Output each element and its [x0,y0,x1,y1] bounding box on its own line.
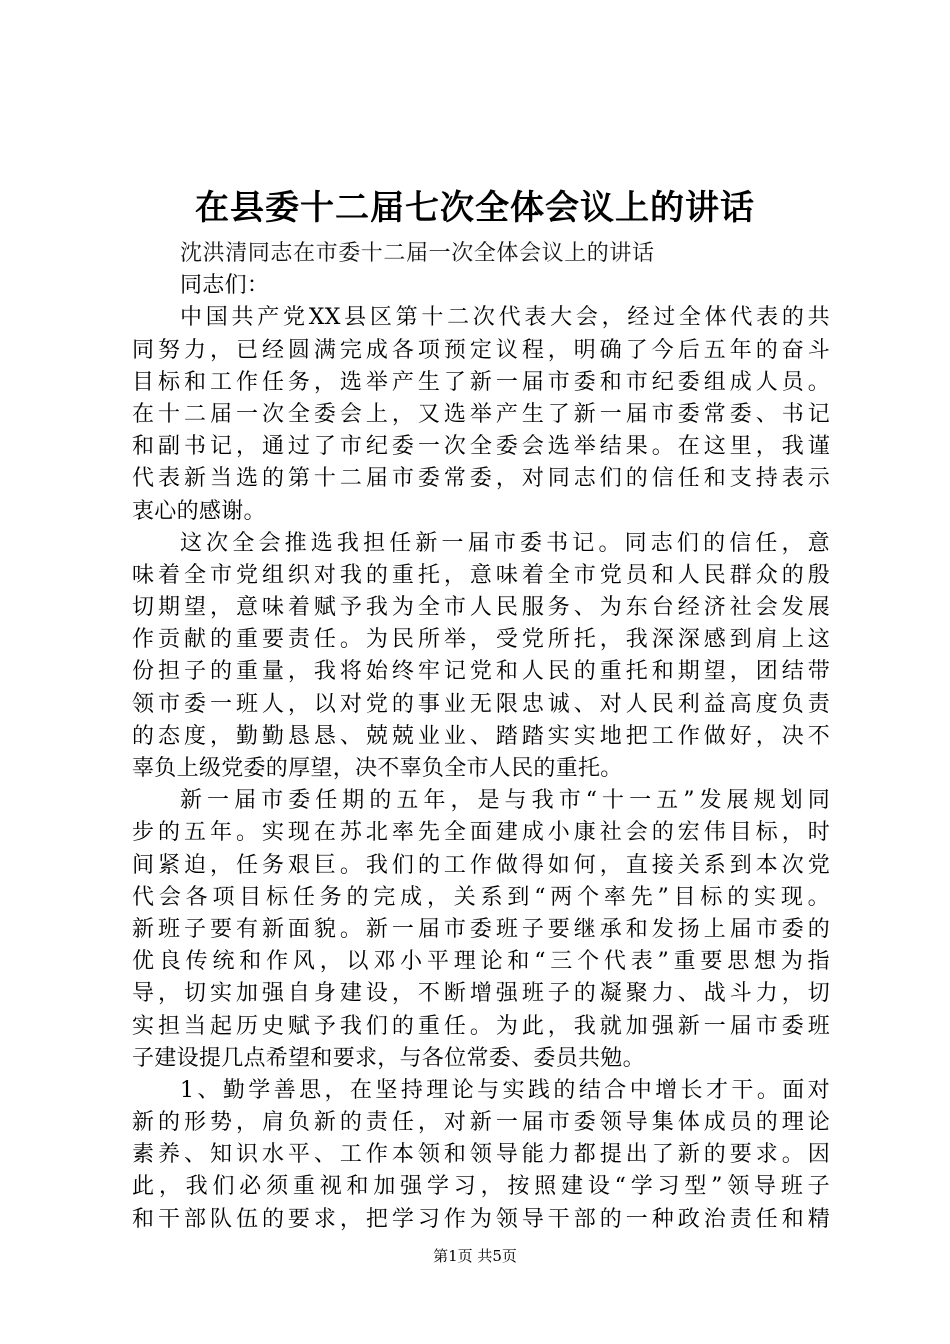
text-line: 和干部队伍的要求，把学习作为领导干部的一种政治责任和精 [132,1206,830,1232]
text-line: 目标和工作任务，选举产生了新一届市委和市纪委组成人员。 [132,369,830,395]
text-line: 此，我们必须重视和加强学习，按照建设“学习型”领导班子 [132,1174,830,1200]
text-line: 这次全会推选我担任新一届市委书记。同志们的信任，意 [180,530,830,556]
text-line: 优良传统和作风，以邓小平理论和“三个代表”重要思想为指 [132,949,830,975]
text-line: 实担当起历史赋予我们的重任。为此，我就加强新一届市委班 [132,1013,830,1039]
text-line: 新一届市委任期的五年，是与我市“十一五”发展规划同 [180,788,830,814]
text-line: 步的五年。实现在苏北率先全面建成小康社会的宏伟目标，时 [132,820,830,846]
text-line: 切期望，意味着赋予我为全市人民服务、为东台经济社会发展 [132,595,830,621]
text-line: 和副书记，通过了市纪委一次全委会选举结果。在这里，我谨 [132,434,830,460]
text-line: 辜负上级党委的厚望，决不辜负全市人民的重托。 [132,756,623,781]
text-line: 导，切实加强自身建设，不断增强班子的凝聚力、战斗力，切 [132,981,830,1007]
text-line: 新的形势，肩负新的责任，对新一届市委领导集体成员的理论 [132,1110,830,1136]
text-line: 1、勤学善思，在坚持理论与实践的结合中增长才干。面对 [180,1077,830,1103]
text-line: 间紧迫，任务艰巨。我们的工作做得如何，直接关系到本次党 [132,852,830,878]
text-line: 中国共产党XX县区第十二次代表大会，经过全体代表的共 [180,305,830,331]
text-line: 子建设提几点希望和要求，与各位常委、委员共勉。 [132,1045,645,1071]
text-line: 同努力，已经圆满完成各项预定议程，明确了今后五年的奋斗 [132,337,830,363]
text-line: 味着全市党组织对我的重托，意味着全市党员和人民群众的殷 [132,562,830,588]
page-footer: 第1页 共5页 [433,1247,517,1265]
text-line: 素养、知识水平、工作本领和领导能力都提出了新的要求。因 [132,1142,830,1168]
text-line: 新班子要有新面貌。新一届市委班子要继承和发扬上届市委的 [132,916,830,942]
text-line: 在十二届一次全委会上，又选举产生了新一届市委常委、书记 [132,401,830,427]
text-line: 同志们： [180,273,270,299]
text-line: 领市委一班人，以对党的事业无限忠诚、对人民利益高度负责 [132,691,830,717]
text-line: 份担子的重量，我将始终牢记党和人民的重托和期望，团结带 [132,659,830,685]
document-subtitle-line: 沈洪清同志在市委十二届一次全体会议上的讲话 [180,241,655,266]
text-line: 作贡献的重要责任。为民所举，受党所托，我深深感到肩上这 [132,627,830,653]
text-line: 衷心的感谢。 [132,498,266,524]
document-title: 在县委十二届七次全体会议上的讲话 [195,188,755,228]
text-line: 代会各项目标任务的完成，关系到“两个率先”目标的实现。 [132,884,830,910]
text-line: 的态度，勤勤恳恳、兢兢业业、踏踏实实地把工作做好，决不 [132,723,830,749]
document-body [132,238,830,1236]
text-line: 代表新当选的第十二届市委常委，对同志们的信任和支持表示 [132,466,830,492]
